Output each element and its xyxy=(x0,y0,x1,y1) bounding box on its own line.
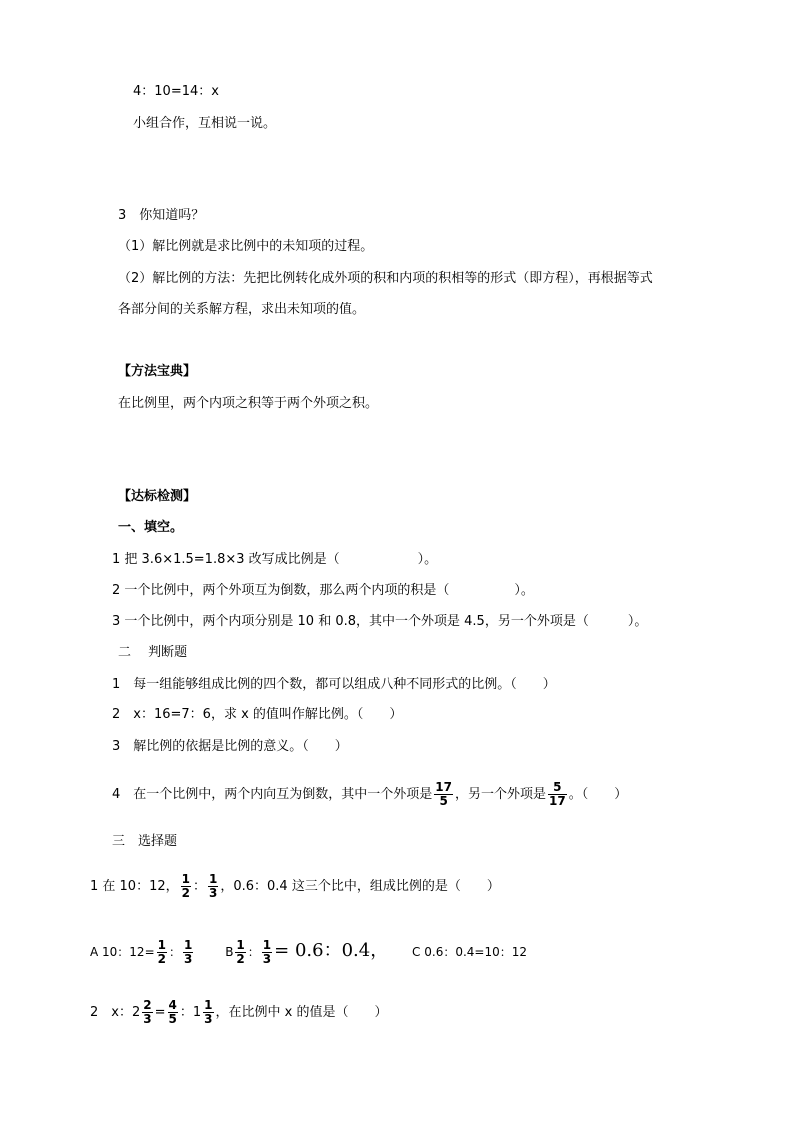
fraction-5-over-17: $\frac{5}{17}$ xyxy=(549,780,566,808)
choice-section-title: 三 选择题 xyxy=(112,834,178,849)
judge-q4-text-3: 。（ ） xyxy=(568,787,628,802)
fill-question-3: 3 一个比例中，两个内项分别是 10 和 0.8，其中一个外项是 4.5，另一个外项是（ ）。 xyxy=(112,614,648,629)
group-task-text: 小组合作，互相说一说。 xyxy=(133,116,277,131)
fraction-17-over-5: $\frac{17}{5}$ xyxy=(435,780,452,808)
judge-q4-text-1: 4 在一个比例中，两个内向互为倒数，其中一个外项是 xyxy=(112,787,433,802)
fill-section-title: 一、填空。 xyxy=(118,520,184,535)
option-c: C 0.6：0.4=10：12 xyxy=(412,945,528,959)
colon: ： xyxy=(192,879,206,894)
judge-question-3: 3 解比例的依据是比例的意义。（ ） xyxy=(112,739,348,754)
test-title: 【达标检测】 xyxy=(118,489,197,504)
choice-q1-options xyxy=(90,932,527,972)
equation-text: 4：10=14：x xyxy=(133,84,219,99)
method-title: 【方法宝典】 xyxy=(118,364,197,379)
option-a: A 10：12= $\frac{1}{2}$ ： $\frac{1}{3}$ xyxy=(90,938,193,966)
choice-question-1 xyxy=(90,868,500,906)
judge-section-title: 二 判断题 xyxy=(118,645,188,660)
know-item-2-line-1: （2）解比例的方法：先把比例转化成外项的积和内项的积相等的形式（即方程），再根据等式 xyxy=(118,271,653,286)
know-title: 3 你知道吗？ xyxy=(118,208,205,223)
know-item-2-line-2: 各部分间的关系解方程，求出未知项的值。 xyxy=(118,302,366,317)
choice-q1-text-2: ，0.6：0.4 这三个比中，组成比例的是（ ） xyxy=(220,879,500,894)
judge-question-1: 1 每一组能够组成比例的四个数，都可以组成八种不同形式的比例。（ ） xyxy=(112,677,556,692)
judge-question-4 xyxy=(112,776,627,814)
fraction-1-over-2: $\frac{1}{2}$ xyxy=(181,872,190,900)
method-text: 在比例里，两个内项之积等于两个外项之积。 xyxy=(118,396,379,411)
fraction-1-over-3: $\frac{1}{3}$ xyxy=(209,872,218,900)
judge-question-2: 2 x：16=7：6，求 x 的值叫作解比例。（ ） xyxy=(112,707,403,722)
fill-question-1: 1 把 3.6×1.5=1.8×3 改写成比例是（ ）。 xyxy=(112,552,438,567)
know-item-1: （1）解比例就是求比例中的未知项的过程。 xyxy=(118,239,374,254)
fill-question-2: 2 一个比例中，两个外项互为倒数，那么两个内项的积是（ ）。 xyxy=(112,583,534,598)
option-b: B $\frac{1}{2}$ ： $\frac{1}{3}$ = 0.6：0.4， xyxy=(225,938,389,966)
choice-q1-text-1: 1 在 10：12， xyxy=(90,879,179,894)
choice-question-2: 2 x：2 $\frac{2}{3}$ = $\frac{4}{5}$ ：1 $\frac{1}{3}$ ，在比例中 x 的值是（ ） xyxy=(90,998,388,1026)
judge-q4-text-2: ，另一个外项是 xyxy=(454,787,546,802)
